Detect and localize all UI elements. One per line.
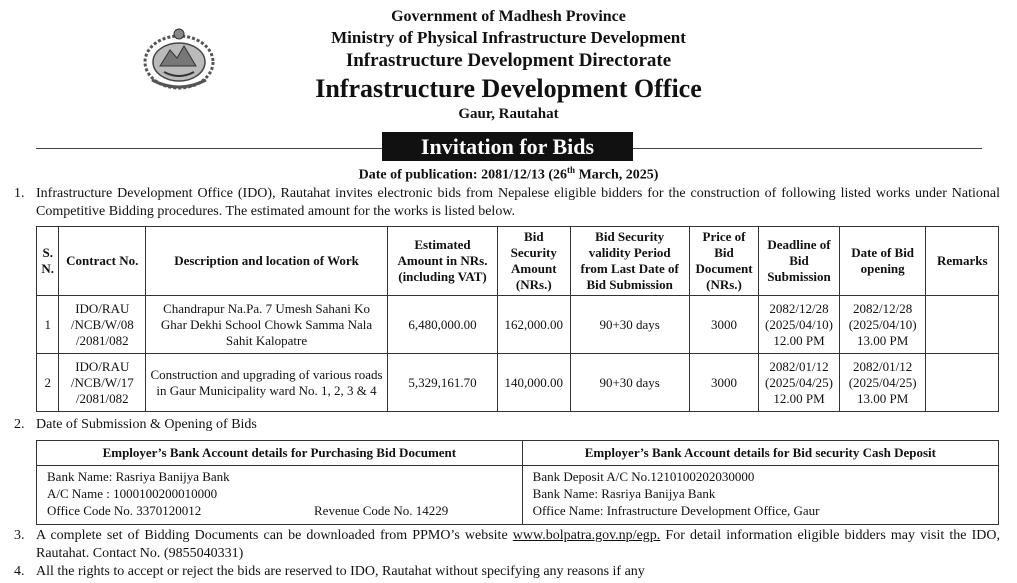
right-bank-name: Bank Name: Rasriya Banijya Bank bbox=[532, 486, 716, 501]
cell-sn: 2 bbox=[37, 354, 59, 412]
cell-deadline: 2082/12/28 (2025/04/10) 12.00 PM bbox=[759, 296, 840, 354]
revenue-code: Revenue Code No. 14229 bbox=[314, 503, 449, 518]
header-price: Price of Bid Document (NRs.) bbox=[689, 227, 758, 296]
nepal-emblem-icon bbox=[140, 24, 218, 92]
item-number: 1. bbox=[14, 186, 25, 201]
government-name: Government of Madhesh Province bbox=[391, 8, 626, 25]
cell-opening: 2082/12/28 (2025/04/10) 13.00 PM bbox=[839, 296, 926, 354]
title-rule-left bbox=[36, 148, 382, 149]
header-validity: Bid Security validity Period from Last Date of Bid Submission bbox=[570, 227, 689, 296]
directorate-name: Infrastructure Development Directorate bbox=[345, 50, 672, 71]
item-text: Date of Submission & Opening of Bids bbox=[36, 417, 257, 432]
bank-left-details bbox=[37, 466, 523, 525]
item-number: 2. bbox=[14, 417, 25, 432]
cell-price: 3000 bbox=[689, 354, 758, 412]
cell-remarks bbox=[926, 296, 999, 354]
right-office-name: Office Name: Infrastructure Development Office, Gaur bbox=[532, 503, 820, 518]
bank-right-header: Employer’s Bank Account details for Bid security Cash Deposit bbox=[522, 441, 998, 466]
cell-remarks bbox=[926, 354, 999, 412]
bank-right-details bbox=[522, 466, 998, 525]
publication-date: Date of publication: 2081/12/13 (26th March, 2025) bbox=[358, 165, 659, 183]
cell-opening: 2082/01/12 (2025/04/25) 13.00 PM bbox=[839, 354, 926, 412]
left-account-name: A/C Name : 1000100200010000 bbox=[47, 486, 218, 501]
left-bank-name: Bank Name: Rasriya Banijya Bank bbox=[47, 469, 230, 484]
title-rule-right bbox=[633, 148, 982, 149]
bank-details-row bbox=[37, 466, 999, 525]
header-sn: S. N. bbox=[37, 227, 59, 296]
cell-contract: IDO/RAU /NCB/W/08 /2081/082 bbox=[59, 296, 146, 354]
header-remarks: Remarks bbox=[926, 227, 999, 296]
bolpatra-website-link[interactable]: www.bolpatra.gov.np/egp. bbox=[512, 528, 661, 543]
bank-left-header: Employer’s Bank Account details for Purchasing Bid Document bbox=[37, 441, 523, 466]
cell-validity: 90+30 days bbox=[570, 354, 689, 412]
table-row bbox=[37, 354, 999, 412]
cell-sn: 1 bbox=[37, 296, 59, 354]
cell-security: 162,000.00 bbox=[498, 296, 570, 354]
cell-estimated: 6,480,000.00 bbox=[387, 296, 497, 354]
bank-header-row bbox=[37, 441, 999, 466]
cell-price: 3000 bbox=[689, 296, 758, 354]
item-text: All the rights to accept or reject the bids are reserved to IDO, Rautahat without specifying any reasons if any bbox=[36, 564, 645, 579]
cell-estimated: 5,329,161.70 bbox=[387, 354, 497, 412]
office-name: Infrastructure Development Office bbox=[315, 74, 702, 103]
cell-validity: 90+30 days bbox=[570, 296, 689, 354]
item-number: 4. bbox=[14, 564, 25, 579]
left-codes bbox=[47, 502, 512, 519]
table-row bbox=[37, 296, 999, 354]
header-deadline: Deadline of Bid Submission bbox=[759, 227, 840, 296]
cell-contract: IDO/RAU /NCB/W/17 /2081/082 bbox=[59, 354, 146, 412]
header-estimated: Estimated Amount in NRs. (including VAT) bbox=[387, 227, 497, 296]
notice-title: Invitation for Bids bbox=[382, 132, 633, 161]
item-text: Infrastructure Development Office (IDO), Rautahat invites electronic bids from Nepalese eligible bidders for the construction of following listed works under National Competitive Bidding procedures. The estimated amount for the works is listed below. bbox=[36, 186, 1000, 219]
office-location: Gaur, Rautahat bbox=[458, 106, 559, 122]
cell-security: 140,000.00 bbox=[498, 354, 570, 412]
header-opening: Date of Bid opening bbox=[839, 227, 926, 296]
ministry-name: Ministry of Physical Infrastructure Development bbox=[331, 28, 686, 47]
header-description: Description and location of Work bbox=[146, 227, 388, 296]
cell-description: Chandrapur Na.Pa. 7 Umesh Sahani Ko Ghar Dekhi School Chowk Samma Nala Sahit Kalopatre bbox=[146, 296, 388, 354]
bank-details-table bbox=[36, 440, 999, 525]
bids-table bbox=[36, 226, 999, 412]
right-deposit-account: Bank Deposit A/C No.1210100202030000 bbox=[532, 469, 755, 484]
cell-deadline: 2082/01/12 (2025/04/25) 12.00 PM bbox=[759, 354, 840, 412]
header-security: Bid Security Amount (NRs.) bbox=[498, 227, 570, 296]
table-header-row bbox=[37, 227, 999, 296]
item-number: 3. bbox=[14, 528, 25, 543]
item-text: A complete set of Bidding Documents can be downloaded from PPMO’s website www.bolpatra.gov.np/egp. For detail information eligible bidders may visit the IDO, Rautahat. Contact No. (9855040331) bbox=[36, 528, 1000, 561]
cell-description: Construction and upgrading of various roads in Gaur Municipality ward No. 1, 2, 3 & 4 bbox=[146, 354, 388, 412]
office-code: Office Code No. 3370120012 bbox=[47, 503, 202, 518]
header-contract: Contract No. bbox=[59, 227, 146, 296]
